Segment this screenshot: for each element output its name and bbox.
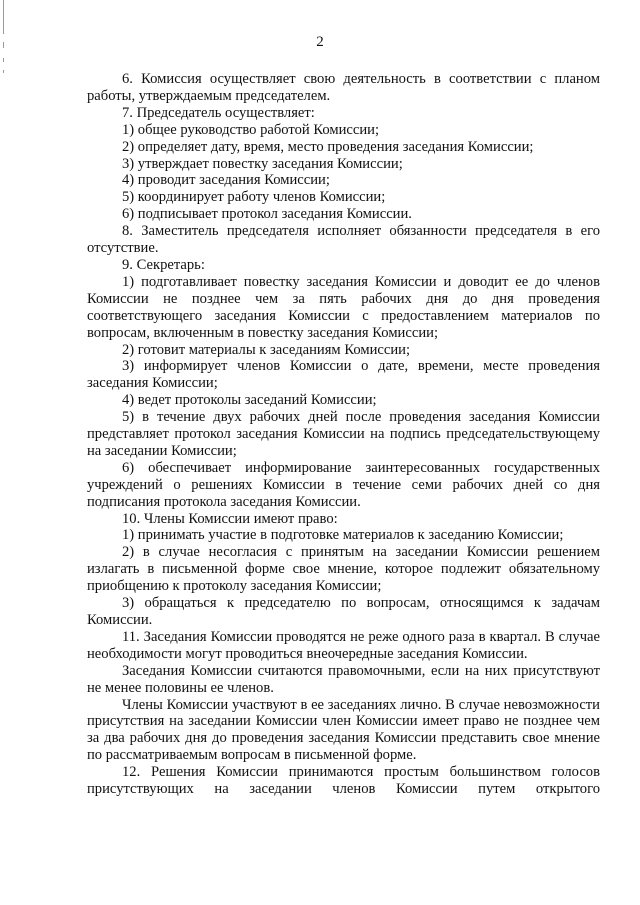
paragraph-10-member-rights: 10. Члены Комиссии имеют право: xyxy=(122,510,338,527)
paragraph-7-chairman: 7. Председатель осуществляет: xyxy=(122,104,315,121)
list-item: 4) ведет протоколы заседаний Комиссии; xyxy=(122,392,377,409)
paragraph-6-commission-activity: 6. Комиссия осуществляет свою деятельность в соответствии с планом работы, утверждаемым председателем. xyxy=(87,71,600,104)
list-item: 1) принимать участие в подготовке материалов к заседанию Комиссии; xyxy=(122,527,564,544)
paragraph-9-secretary: 9. Секретарь: xyxy=(122,256,205,273)
list-item: 2) готовит материалы к заседаниям Комиссии; xyxy=(122,341,411,358)
list-item: 4) проводит заседания Комиссии; xyxy=(122,172,330,189)
list-item: 3) информирует членов Комиссии о дате, времени, месте проведения заседания Комиссии; xyxy=(87,358,600,392)
list-item: 1) подготавливает повестку заседания Комиссии и доводит ее до членов Комиссии не позднее чем за пять рабочих дня до дня проведения соответствующего заседания Комиссии с предоставлением материалов по вопросам, включенным в повестку заседания Комиссии; xyxy=(87,273,600,341)
list-item: 5) в течение двух рабочих дней после проведения заседания Комиссии представляет протокол заседания Комиссии на подпись председательствующему на заседании Комиссии; xyxy=(87,409,600,459)
document-body xyxy=(87,71,600,798)
list-item: 6) обеспечивает информирование заинтересованных государственных учреждений о решениях Комиссии в течение семи рабочих дней со дня подписания протокола заседания Комиссии. xyxy=(87,459,600,510)
list-item: 1) общее руководство работой Комиссии; xyxy=(122,121,380,138)
paragraph-8-deputy-chairman: 8. Заместитель председателя исполняет обязанности председателя в его отсутствие. xyxy=(87,223,600,257)
paragraph-11-meetings: 11. Заседания Комиссии проводятся не реже одного раза в квартал. В случае необходимости могут проводиться внеочередные заседания Комиссии. xyxy=(87,628,600,662)
list-item: 6) подписывает протокол заседания Комиссии. xyxy=(122,206,412,223)
list-item: 3) обращаться к председателю по вопросам, относящимся к задачам Комиссии. xyxy=(87,595,600,628)
page-number: 2 xyxy=(316,34,324,50)
paragraph-quorum: Заседания Комиссии считаются правомочными, если на них присутствуют не менее половины ее членов. xyxy=(87,662,600,696)
list-item: 5) координирует работу членов Комиссии; xyxy=(122,189,386,206)
list-item: 2) в случае несогласия с принятым на заседании Комиссии решением излагать в письменной форме свое мнение, которое подлежит обязательному приобщению к протоколу заседания Комиссии; xyxy=(87,544,600,595)
paragraph-personal-participation: Члены Комиссии участвуют в ее заседаниях лично. В случае невозможности присутствия на заседании Комиссии член Комиссии имеет право не позднее чем за два рабочих дня до проведения заседания Комиссии представить свое мнение по рассматриваемым вопросам в письменной форме. xyxy=(87,696,600,764)
list-item: 3) утверждает повестку заседания Комиссии; xyxy=(122,155,403,172)
paragraph-12-decisions: 12. Решения Комиссии принимаются простым большинством голосов присутствующих на заседании членов Комиссии путем открытого xyxy=(87,764,600,798)
list-item: 2) определяет дату, время, место проведения заседания Комиссии; xyxy=(122,138,534,155)
